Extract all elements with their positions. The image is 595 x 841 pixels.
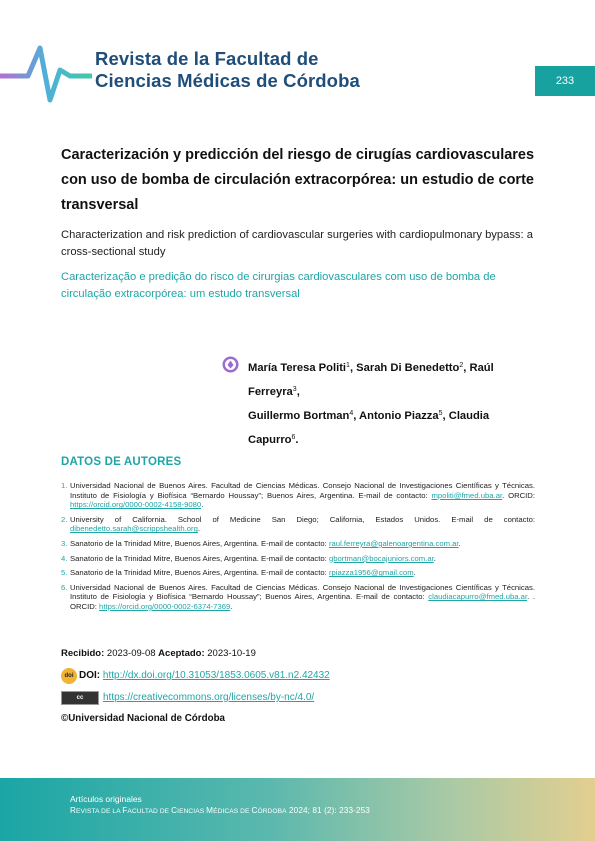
author-affiliation-number: 3	[292, 386, 297, 393]
author-list	[248, 355, 538, 451]
author-name: Sarah Di Benedetto	[356, 362, 460, 374]
journal-title-line2: Ciencias Médicas de Córdoba	[95, 70, 360, 91]
affiliation-item	[61, 583, 535, 612]
footer-citation-part: C	[251, 806, 258, 815]
affiliation-number: 2.	[61, 514, 68, 524]
footer-citation-part: ÓRDOBA	[257, 808, 287, 815]
affiliation-text: University of California. School of Medicine San Diego; California, Estados Unidos. E-mail de contacto:	[70, 514, 535, 524]
affiliation-text-after-email: .	[458, 538, 461, 548]
footer-citation-part: 2024; 81 (2): 233-253	[286, 806, 370, 815]
journal-title	[95, 48, 360, 92]
journal-title-line1: Revista de la Facultad de	[95, 48, 319, 69]
author-name: Raúl Ferreyra	[248, 362, 494, 398]
affiliation-item	[61, 515, 535, 534]
affiliation-email-link[interactable]: mpoliti@fmed.uba.ar	[431, 490, 503, 500]
affiliation-email-link[interactable]: dibenedetto.sarah@scrippshealth.org	[70, 524, 198, 534]
author-separator: ,	[442, 410, 449, 422]
copyright-notice: ©Universidad Nacional de Córdoba	[61, 713, 226, 724]
footer-section-label: Artículos originales	[70, 794, 142, 804]
affiliation-text: Universidad Nacional de Buenos Aires. Facultad de Ciencias Médicas. Consejo Nacional de Investigaciones Científicas y Técnicas. Instituto de Fisiología y Biofísica “Bernardo Houssay”; Buenos Aires, Argentina. E-mail de contacto:	[70, 582, 535, 602]
affiliation-text-after-email: .	[413, 568, 416, 578]
creative-commons-icon: cc	[61, 691, 99, 705]
affiliation-list	[61, 481, 535, 617]
page-number-badge: 233	[535, 66, 595, 96]
title-english: Characterization and risk prediction of cardiovascular surgeries with cardiopulmonary bypass: a cross-sectional study	[61, 229, 533, 258]
affiliation-orcid-link[interactable]: https://orcid.org/0000-0002-4158-9080	[70, 500, 202, 510]
journal-logo-icon	[0, 40, 92, 108]
authors-section-heading: DATOS DE AUTORES	[61, 456, 182, 468]
doi-icon: doi	[61, 668, 77, 684]
author-affiliation-number: 1	[346, 362, 350, 369]
affiliation-email-link[interactable]: gbortman@bocajuniors.com.ar	[328, 553, 434, 563]
author-affiliation-number: 4	[349, 410, 354, 417]
footer-citation-part: IENCIAS	[177, 808, 207, 815]
author-name: María Teresa Politi	[248, 362, 347, 374]
footer-citation	[70, 806, 370, 815]
affiliation-number: 1.	[61, 481, 68, 490]
affiliation-item	[61, 481, 535, 510]
doi-link[interactable]: http://dx.doi.org/10.31053/1853.0605.v81.n2.42432	[102, 670, 330, 681]
author-separator: ,	[349, 362, 357, 374]
author-separator: ,	[296, 386, 300, 398]
affiliation-text-after-email: . . ORCID:	[70, 592, 535, 611]
affiliation-number: 5.	[61, 568, 68, 578]
affiliation-number: 6.	[61, 582, 68, 592]
author-name: Guillermo Bortman	[248, 410, 350, 422]
accepted-date: 2023-10-19	[207, 648, 256, 659]
affiliation-end: .	[230, 601, 233, 611]
affiliation-item	[61, 539, 535, 549]
author-separator: ,	[463, 362, 470, 374]
author-affiliation-number: 2	[459, 362, 464, 369]
license-link[interactable]: https://creativecommons.org/licenses/by-nc/4.0/	[103, 692, 315, 703]
author-affiliation-number: 5	[438, 410, 443, 417]
orcid-icon[interactable]	[222, 356, 239, 373]
affiliation-orcid-link[interactable]: https://orcid.org/0000-0002-6374-7369	[99, 601, 231, 611]
affiliation-text-after-email: .	[433, 553, 436, 563]
license-row	[61, 691, 314, 705]
title-spanish: Caracterización y predicción del riesgo de cirugías cardiovasculares con uso de bomba de circulación extracorpórea: un estudio de corte transversal	[61, 147, 535, 213]
title-portuguese: Caracterização e predição do risco de cirurgias cardiovasculares com uso de bomba de circulação extracorpórea: um estudo transversal	[61, 271, 496, 300]
footer-citation-part: ACULTAD DE	[127, 808, 172, 815]
footer-citation-part: ÉDICAS DE	[213, 808, 252, 815]
affiliation-email-link[interactable]: rpiazza1956@gmail.com	[328, 568, 414, 578]
author-separator: ,	[353, 410, 360, 422]
affiliation-email-link[interactable]: claudiacapurro@fmed.uba.ar	[428, 592, 528, 602]
affiliation-text: Sanatorio de la Trinidad Mitre, Buenos Aires, Argentina. E-mail de contacto:	[70, 553, 329, 563]
doi-label: DOI:	[79, 670, 101, 681]
affiliation-text: Sanatorio de la Trinidad Mitre, Buenos Aires, Argentina. E-mail de contacto:	[70, 538, 329, 548]
footer-citation-part: F	[122, 806, 128, 815]
affiliation-text-after-email: .	[197, 524, 201, 534]
author-affiliation-number: 6	[291, 434, 296, 441]
submission-dates	[61, 648, 256, 659]
accepted-label: Aceptado:	[158, 648, 205, 659]
affiliation-number: 3.	[61, 538, 68, 548]
affiliation-end: .	[201, 500, 204, 510]
affiliation-text: Universidad Nacional de Buenos Aires. Facultad de Ciencias Médicas. Consejo Nacional de Investigaciones Científicas y Técnicas. Instituto de Fisiología y Biofísica “Bernardo Houssay”; Buenos Aires, Argentina. E-mail de contacto:	[70, 481, 535, 500]
received-label: Recibido:	[61, 648, 105, 659]
affiliation-email-link[interactable]: raul.ferreyra@galenoargentina.com.ar	[328, 538, 459, 548]
affiliation-text-after-email: . ORCID:	[502, 490, 535, 500]
footer-citation-part: R	[70, 806, 77, 815]
affiliation-item	[61, 568, 535, 578]
doi-row	[61, 668, 330, 684]
author-name: Claudia Capurro	[248, 410, 490, 446]
author-name: Antonio Piazza	[359, 410, 439, 422]
affiliation-item	[61, 554, 535, 564]
received-date: 2023-09-08	[106, 648, 156, 659]
footer-citation-part: EVISTA DE LA	[76, 808, 123, 815]
footer-citation-part: C	[171, 806, 178, 815]
author-separator: .	[295, 434, 299, 446]
affiliation-number: 4.	[61, 553, 68, 563]
affiliation-text: Sanatorio de la Trinidad Mitre, Buenos Aires, Argentina. E-mail de contacto:	[70, 568, 329, 578]
footer-citation-part: M	[206, 806, 214, 815]
